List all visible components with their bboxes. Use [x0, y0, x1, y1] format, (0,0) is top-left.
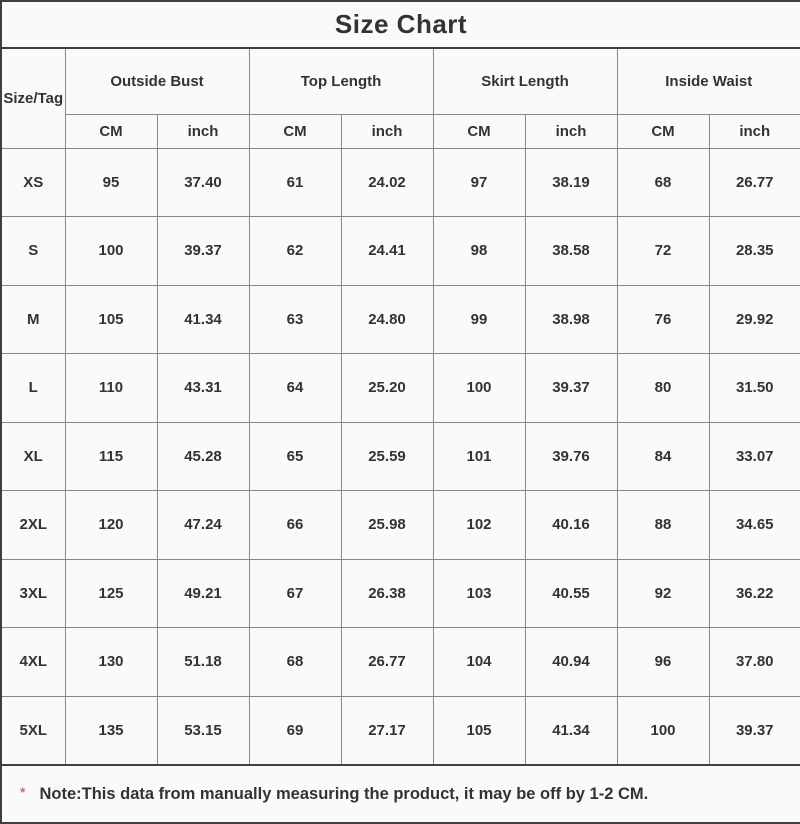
measurement-value-cell: 40.55 [525, 559, 617, 628]
size-tag-cell: 2XL [1, 491, 65, 560]
size-tag-cell: M [1, 285, 65, 354]
column-group-inside-waist: Inside Waist [617, 48, 800, 114]
measurement-value-cell: 24.80 [341, 285, 433, 354]
measurement-value-cell: 34.65 [709, 491, 800, 560]
measurement-value-cell: 100 [65, 217, 157, 286]
note-row [1, 765, 800, 823]
measurement-value-cell: 26.77 [709, 148, 800, 217]
measurement-value-cell: 65 [249, 422, 341, 491]
unit-header-cm: CM [433, 115, 525, 148]
size-table-body [1, 148, 800, 765]
unit-header-inch: inch [157, 115, 249, 148]
measurement-value-cell: 101 [433, 422, 525, 491]
measurement-value-cell: 40.94 [525, 628, 617, 697]
measurement-value-cell: 61 [249, 148, 341, 217]
size-tag-cell: XS [1, 148, 65, 217]
measurement-value-cell: 110 [65, 354, 157, 423]
measurement-value-cell: 25.98 [341, 491, 433, 560]
measurement-value-cell: 41.34 [157, 285, 249, 354]
column-group-skirt-length: Skirt Length [433, 48, 617, 114]
unit-header-cm: CM [249, 115, 341, 148]
measurement-value-cell: 49.21 [157, 559, 249, 628]
measurement-value-cell: 69 [249, 696, 341, 765]
unit-header-cm: CM [617, 115, 709, 148]
measurement-value-cell: 39.37 [709, 696, 800, 765]
measurement-value-cell: 63 [249, 285, 341, 354]
size-tag-cell: S [1, 217, 65, 286]
table-row [1, 354, 800, 423]
measurement-value-cell: 39.37 [525, 354, 617, 423]
page-title: Size Chart [1, 1, 800, 48]
measurement-value-cell: 45.28 [157, 422, 249, 491]
measurement-value-cell: 102 [433, 491, 525, 560]
note-text: Note:This data from manually measuring the product, it may be off by 1-2 CM. [39, 784, 649, 803]
unit-header-inch: inch [341, 115, 433, 148]
measurement-value-cell: 37.40 [157, 148, 249, 217]
measurement-value-cell: 135 [65, 696, 157, 765]
measurement-value-cell: 100 [433, 354, 525, 423]
measurement-value-cell: 80 [617, 354, 709, 423]
measurement-value-cell: 25.20 [341, 354, 433, 423]
table-row [1, 148, 800, 217]
unit-header-inch: inch [525, 115, 617, 148]
table-row [1, 422, 800, 491]
measurement-value-cell: 103 [433, 559, 525, 628]
measurement-value-cell: 39.37 [157, 217, 249, 286]
measurement-value-cell: 72 [617, 217, 709, 286]
table-row [1, 217, 800, 286]
measurement-value-cell: 43.31 [157, 354, 249, 423]
corner-header-size-tag: Size/Tag [1, 48, 65, 148]
measurement-value-cell: 105 [433, 696, 525, 765]
measurement-value-cell: 62 [249, 217, 341, 286]
measurement-value-cell: 24.41 [341, 217, 433, 286]
measurement-value-cell: 47.24 [157, 491, 249, 560]
measurement-value-cell: 25.59 [341, 422, 433, 491]
measurement-value-cell: 100 [617, 696, 709, 765]
measurement-value-cell: 33.07 [709, 422, 800, 491]
measurement-value-cell: 115 [65, 422, 157, 491]
measurement-value-cell: 64 [249, 354, 341, 423]
measurement-value-cell: 130 [65, 628, 157, 697]
measurement-value-cell: 76 [617, 285, 709, 354]
unit-header-row [1, 115, 800, 148]
size-tag-cell: 3XL [1, 559, 65, 628]
measurement-value-cell: 26.38 [341, 559, 433, 628]
measurement-value-cell: 84 [617, 422, 709, 491]
table-row [1, 559, 800, 628]
unit-header-inch: inch [709, 115, 800, 148]
table-row [1, 285, 800, 354]
measurement-value-cell: 37.80 [709, 628, 800, 697]
measurement-value-cell: 95 [65, 148, 157, 217]
size-tag-cell: L [1, 354, 65, 423]
measurement-value-cell: 26.77 [341, 628, 433, 697]
measurement-value-cell: 98 [433, 217, 525, 286]
measurement-value-cell: 51.18 [157, 628, 249, 697]
measurement-value-cell: 96 [617, 628, 709, 697]
measurement-value-cell: 31.50 [709, 354, 800, 423]
measurement-value-cell: 105 [65, 285, 157, 354]
unit-header-cm: CM [65, 115, 157, 148]
size-tag-cell: 4XL [1, 628, 65, 697]
measurement-value-cell: 38.58 [525, 217, 617, 286]
measurement-value-cell: 68 [617, 148, 709, 217]
measurement-value-cell: 41.34 [525, 696, 617, 765]
measurement-value-cell: 66 [249, 491, 341, 560]
table-row [1, 491, 800, 560]
measurement-value-cell: 28.35 [709, 217, 800, 286]
note-asterisk-icon: * [20, 783, 26, 800]
measurement-value-cell: 53.15 [157, 696, 249, 765]
column-group-header-row [1, 48, 800, 114]
measurement-value-cell: 104 [433, 628, 525, 697]
size-tag-cell: 5XL [1, 696, 65, 765]
measurement-value-cell: 68 [249, 628, 341, 697]
measurement-value-cell: 38.98 [525, 285, 617, 354]
column-group-outside-bust: Outside Bust [65, 48, 249, 114]
measurement-value-cell: 92 [617, 559, 709, 628]
measurement-value-cell: 24.02 [341, 148, 433, 217]
measurement-value-cell: 67 [249, 559, 341, 628]
measurement-value-cell: 99 [433, 285, 525, 354]
measurement-value-cell: 40.16 [525, 491, 617, 560]
measurement-value-cell: 125 [65, 559, 157, 628]
note-cell [1, 765, 800, 823]
measurement-value-cell: 88 [617, 491, 709, 560]
measurement-value-cell: 120 [65, 491, 157, 560]
measurement-value-cell: 36.22 [709, 559, 800, 628]
measurement-value-cell: 38.19 [525, 148, 617, 217]
column-group-top-length: Top Length [249, 48, 433, 114]
table-row [1, 696, 800, 765]
size-tag-cell: XL [1, 422, 65, 491]
measurement-value-cell: 27.17 [341, 696, 433, 765]
measurement-value-cell: 29.92 [709, 285, 800, 354]
measurement-value-cell: 97 [433, 148, 525, 217]
title-row [1, 1, 800, 48]
table-row [1, 628, 800, 697]
measurement-value-cell: 39.76 [525, 422, 617, 491]
